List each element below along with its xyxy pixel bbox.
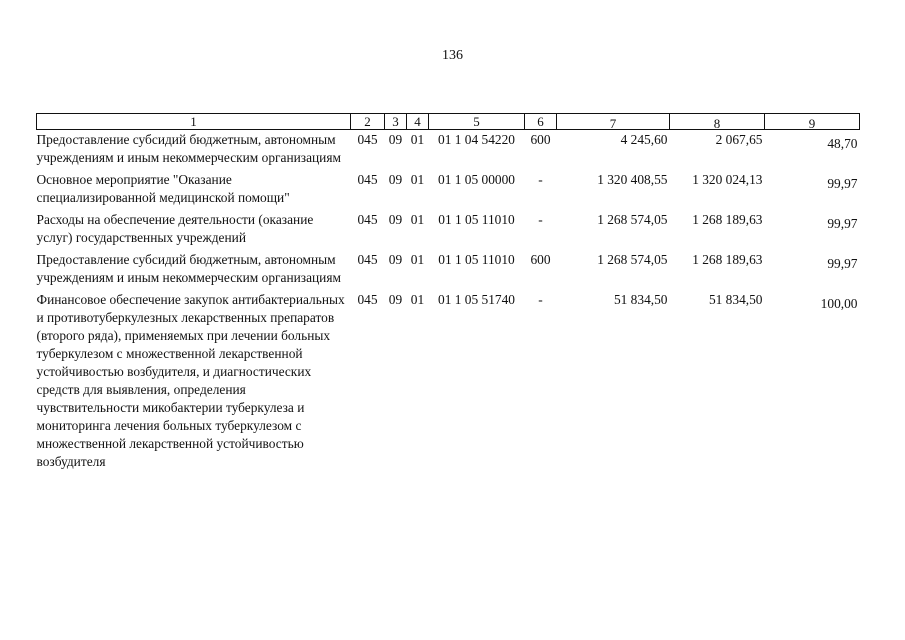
ministry-code: 045 bbox=[357, 212, 378, 227]
column-header-8: 8 bbox=[670, 114, 765, 130]
expense-name: Расходы на обеспечение деятельности (оказание услуг) государственных учреждений bbox=[36, 212, 314, 245]
subsection-code: 01 bbox=[410, 212, 425, 227]
column-header-7: 7 bbox=[557, 114, 670, 130]
section-code: 09 bbox=[388, 212, 403, 227]
planned-amount: 4 245,60 bbox=[620, 132, 668, 147]
execution-percent: 99,97 bbox=[827, 256, 858, 271]
ministry-code: 045 bbox=[357, 132, 378, 147]
expense-name: Предоставление субсидий бюджетным, автономным учреждениям и иным некоммерческим организациям bbox=[36, 252, 341, 285]
ministry-code: 045 bbox=[357, 252, 378, 267]
table-row bbox=[37, 211, 860, 251]
expense-name: Финансовое обеспечение закупок антибактериальных и противотуберкулезных лекарственных препаратов (второго ряда), применяемых при лечении больных туберкулезом с множественной лекарственной устойчивостью возбудителя, и диагностических средств для выявления, определения чувствительности микобактерии туберкулеза и мониторинга лечения больных туберкулезом с множественной лекарственной устойчивостью возбудителя bbox=[36, 292, 345, 469]
ministry-code: 045 bbox=[357, 292, 378, 307]
table-row bbox=[37, 171, 860, 211]
column-header-2: 2 bbox=[351, 114, 385, 130]
planned-amount: 1 268 574,05 bbox=[597, 212, 668, 227]
expense-type-code: 600 bbox=[530, 252, 551, 267]
executed-amount: 2 067,65 bbox=[715, 132, 763, 147]
executed-amount: 51 834,50 bbox=[708, 292, 763, 307]
ministry-code: 045 bbox=[357, 172, 378, 187]
expense-name: Основное мероприятие "Оказание специализированной медицинской помощи" bbox=[36, 172, 290, 205]
table-row bbox=[37, 130, 860, 172]
executed-amount: 1 320 024,13 bbox=[692, 172, 763, 187]
column-header-1: 1 bbox=[37, 114, 351, 130]
execution-percent: 48,70 bbox=[827, 136, 858, 151]
column-header-5: 5 bbox=[429, 114, 525, 130]
subsection-code: 01 bbox=[410, 132, 425, 147]
column-number-row bbox=[37, 114, 860, 130]
target-article-code: 01 1 05 11010 bbox=[438, 212, 515, 227]
planned-amount: 1 268 574,05 bbox=[597, 252, 668, 267]
target-article-code: 01 1 05 11010 bbox=[438, 252, 515, 267]
execution-percent: 99,97 bbox=[827, 176, 858, 191]
subsection-code: 01 bbox=[410, 172, 425, 187]
planned-amount: 51 834,50 bbox=[613, 292, 668, 307]
table-row bbox=[37, 291, 860, 475]
expense-name: Предоставление субсидий бюджетным, автономным учреждениям и иным некоммерческим организациям bbox=[36, 132, 341, 165]
section-code: 09 bbox=[388, 292, 403, 307]
expense-type-code: - bbox=[538, 212, 543, 227]
section-code: 09 bbox=[388, 172, 403, 187]
executed-amount: 1 268 189,63 bbox=[692, 252, 763, 267]
page-number: 136 bbox=[442, 48, 463, 63]
executed-amount: 1 268 189,63 bbox=[692, 212, 763, 227]
expense-type-code: - bbox=[538, 292, 543, 307]
column-header-9: 9 bbox=[765, 114, 860, 130]
expense-type-code: - bbox=[538, 172, 543, 187]
target-article-code: 01 1 04 54220 bbox=[438, 132, 515, 147]
table-row bbox=[37, 251, 860, 291]
column-header-3: 3 bbox=[385, 114, 407, 130]
section-code: 09 bbox=[388, 252, 403, 267]
column-header-6: 6 bbox=[525, 114, 557, 130]
section-code: 09 bbox=[388, 132, 403, 147]
budget-table bbox=[36, 113, 860, 475]
column-header-4: 4 bbox=[407, 114, 429, 130]
expense-type-code: 600 bbox=[530, 132, 551, 147]
subsection-code: 01 bbox=[410, 252, 425, 267]
target-article-code: 01 1 05 00000 bbox=[438, 172, 515, 187]
subsection-code: 01 bbox=[410, 292, 425, 307]
execution-percent: 100,00 bbox=[820, 296, 858, 311]
target-article-code: 01 1 05 51740 bbox=[438, 292, 515, 307]
planned-amount: 1 320 408,55 bbox=[597, 172, 668, 187]
execution-percent: 99,97 bbox=[827, 216, 858, 231]
